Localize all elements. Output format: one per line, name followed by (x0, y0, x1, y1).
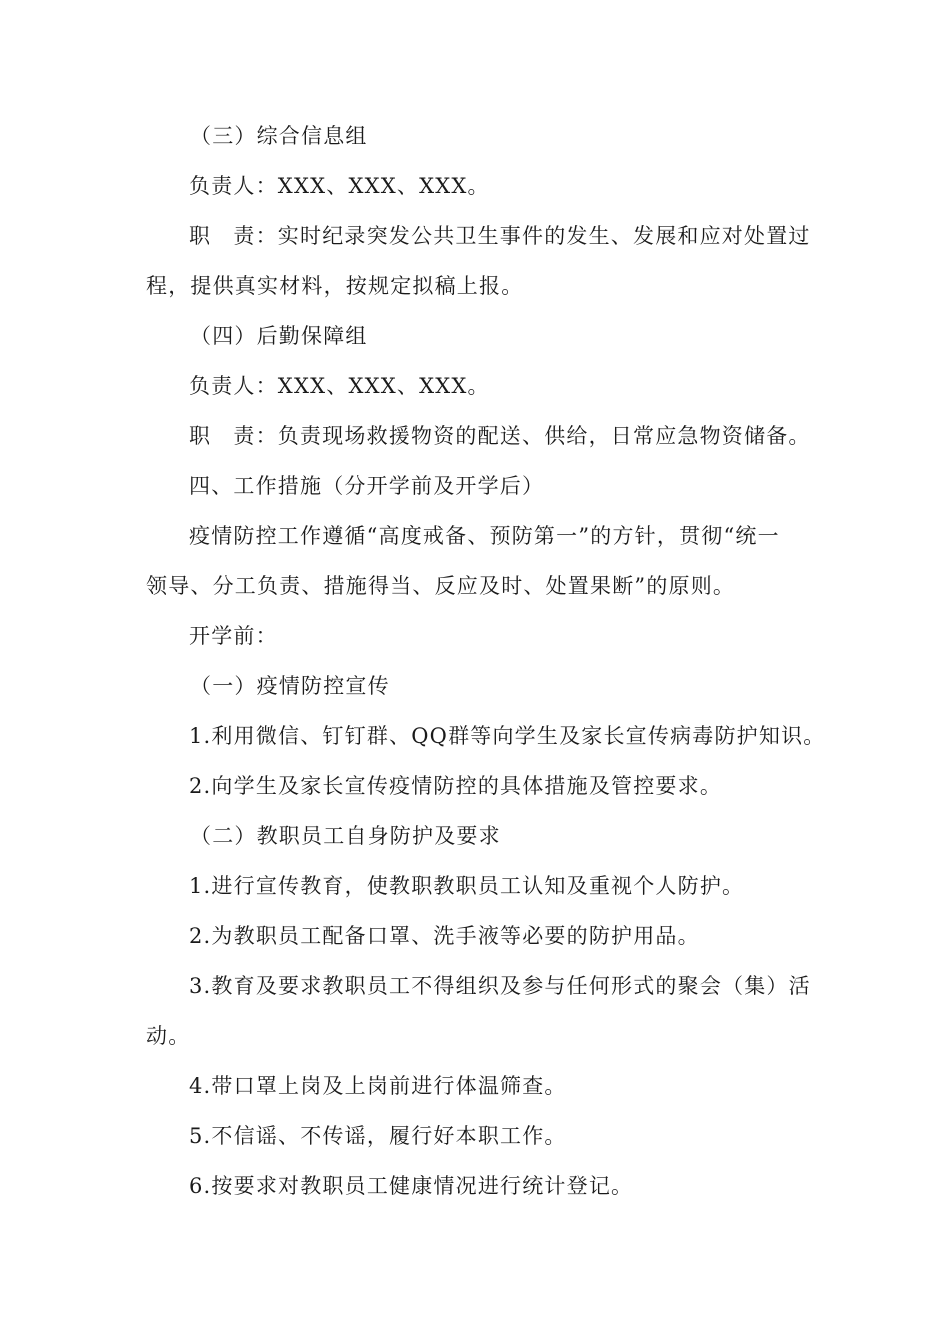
responsible-person-line: 负责人：XXX、XXX、XXX。 (189, 374, 490, 398)
chapter-heading: 四、工作措施（分开学前及开学后） (189, 474, 545, 498)
subsection-heading-2: （二）教职员工自身防护及要求 (190, 824, 501, 848)
list-item-continued: 动。 (146, 1024, 191, 1048)
paragraph-line-continued: 领导、分工负责、措施得当、反应及时、处置果断”的原则。 (146, 574, 736, 598)
list-item: 6.按要求对教职员工健康情况进行统计登记。 (189, 1174, 634, 1198)
section-heading-4: （四）后勤保障组 (190, 324, 368, 348)
section-heading-3: （三）综合信息组 (190, 124, 368, 148)
duties-line: 职 责：实时纪录突发公共卫生事件的发生、发展和应对处置过 (189, 224, 811, 248)
list-item: 1.利用微信、钉钉群、QQ群等向学生及家长宣传病毒防护知识。 (189, 724, 826, 748)
responsible-person-line: 负责人：XXX、XXX、XXX。 (189, 174, 490, 198)
list-item: 5.不信谣、不传谣，履行好本职工作。 (189, 1124, 567, 1148)
list-item: 2.为教职员工配备口罩、洗手液等必要的防护用品。 (189, 924, 700, 948)
before-school-label: 开学前： (189, 624, 278, 648)
paragraph-line: 疫情防控工作遵循“高度戒备、预防第一”的方针，贯彻“统一 (189, 524, 780, 548)
duties-line-continued: 程，提供真实材料，按规定拟稿上报。 (146, 274, 524, 298)
list-item: 3.教育及要求教职员工不得组织及参与任何形式的聚会（集）活 (189, 974, 811, 998)
list-item: 1.进行宣传教育，使教职教职员工认知及重视个人防护。 (189, 874, 745, 898)
duties-line: 职 责：负责现场救援物资的配送、供给，日常应急物资储备。 (189, 424, 811, 448)
list-item: 2.向学生及家长宣传疫情防控的具体措施及管控要求。 (189, 774, 723, 798)
subsection-heading-1: （一）疫情防控宣传 (190, 674, 390, 698)
list-item: 4.带口罩上岗及上岗前进行体温筛查。 (189, 1074, 567, 1098)
